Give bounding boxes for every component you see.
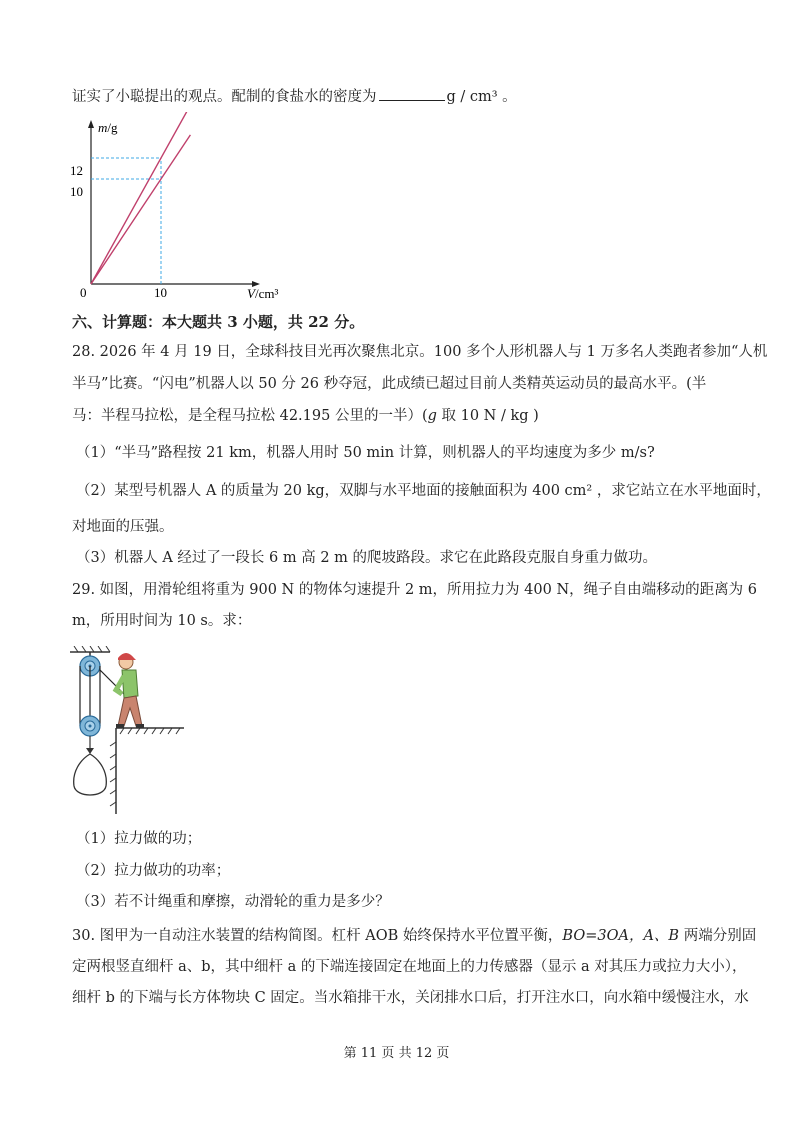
g-symbol: g [427, 408, 437, 424]
y-axis-label: m/g [98, 120, 118, 135]
q28-line-3 [72, 406, 539, 426]
q29-line-1: 29. 如图，用滑轮组将重为 900 N 的物体匀速提升 2 m，所用拉力为 400 N，绳子自由端移动的距离为 6 [72, 582, 757, 598]
movable-pulley [80, 716, 100, 754]
q29-part-2: （2）拉力做功的功率； [76, 863, 231, 879]
x-axis-label: V/cm³ [247, 286, 279, 301]
intro-line [72, 86, 517, 107]
y-tick-label-10: 10 [70, 184, 83, 199]
series-line-2 [91, 135, 190, 284]
data-lines [91, 112, 193, 284]
q30-line-1 [72, 926, 756, 946]
section-heading: 六、计算题：本大题共 3 小题，共 22 分。 [72, 313, 365, 331]
load-sack-icon [74, 754, 107, 795]
intro-unit: g / cm³ 。 [446, 89, 517, 105]
q30-line-1-c: 两端分别固 [679, 928, 757, 944]
intro-text: 证实了小聪提出的观点。配制的食盐水的密度为 [72, 89, 377, 105]
q28-line-3-text: 马：半程马拉松，是全程马拉松 42.195 公里的一半）( [72, 408, 428, 424]
q30-line-2: 定两根竖直细杆 a、b，其中细杆 a 的下端连接固定在地面上的力传感器（显示 a 对其压力或拉力大小）， [72, 959, 747, 975]
q29-part-3: （3）若不计绳重和摩擦，动滑轮的重力是多少？ [76, 894, 390, 910]
worker-figure-icon [116, 653, 144, 728]
q29-line-2: m，所用时间为 10 s。求： [72, 613, 252, 629]
q30-ratio: BO=3OA，A、B [562, 928, 680, 944]
q29-part-1: （1）拉力做的功； [76, 831, 202, 847]
q28-part-1: （1）“半马”路程按 21 km，机器人用时 50 min 计算，则机器人的平均速度为多少 m/s? [76, 445, 655, 461]
q28-part-2-cont: 对地面的压强。 [72, 519, 174, 535]
page-footer: 第 11 页 共 12 页 [343, 1046, 450, 1061]
q28-line-2: 半马”比赛。“闪电”机器人以 50 分 26 秒夺冠，此成绩已超过目前人类精英运动员的最高水平。(半 [72, 376, 707, 392]
origin-label: 0 [80, 285, 87, 300]
mass-volume-graph [60, 112, 300, 302]
y-tick-label-12: 12 [70, 163, 83, 178]
q30-line-3: 细杆 b 的下端与长方体物块 C 固定。当水箱排干水，关闭排水口后，打开注水口，向水箱中缓慢注水，水 [72, 990, 749, 1006]
ceiling [70, 646, 110, 652]
q30-line-1-a: 30. 图甲为一自动注水装置的结构简图。杠杆 AOB 始终保持水平位置平衡， [72, 928, 563, 944]
q28-line-3-tail: 取 10 N / kg ) [436, 408, 539, 424]
q28-part-2: （2）某型号机器人 A 的质量为 20 kg，双脚与水平地面的接触面积为 400 cm² ，求它站立在水平地面时， [76, 483, 771, 499]
answer-blank[interactable] [379, 86, 445, 101]
q28-line-1: 28. 2026 年 4 月 19 日，全球科技目光再次聚焦北京。100 多个人形机器人与 1 万多名人类跑者参加“人机 [72, 344, 768, 360]
pulley-system-figure [66, 646, 191, 816]
q28-part-3: （3）机器人 A 经过了一段长 6 m 高 2 m 的爬坡路段。求它在此路段克服自身重力做功。 [76, 550, 658, 566]
x-tick-label-10: 10 [154, 285, 167, 300]
series-line-1 [91, 112, 193, 284]
platform [110, 728, 184, 814]
y-axis-arrow [88, 120, 94, 128]
